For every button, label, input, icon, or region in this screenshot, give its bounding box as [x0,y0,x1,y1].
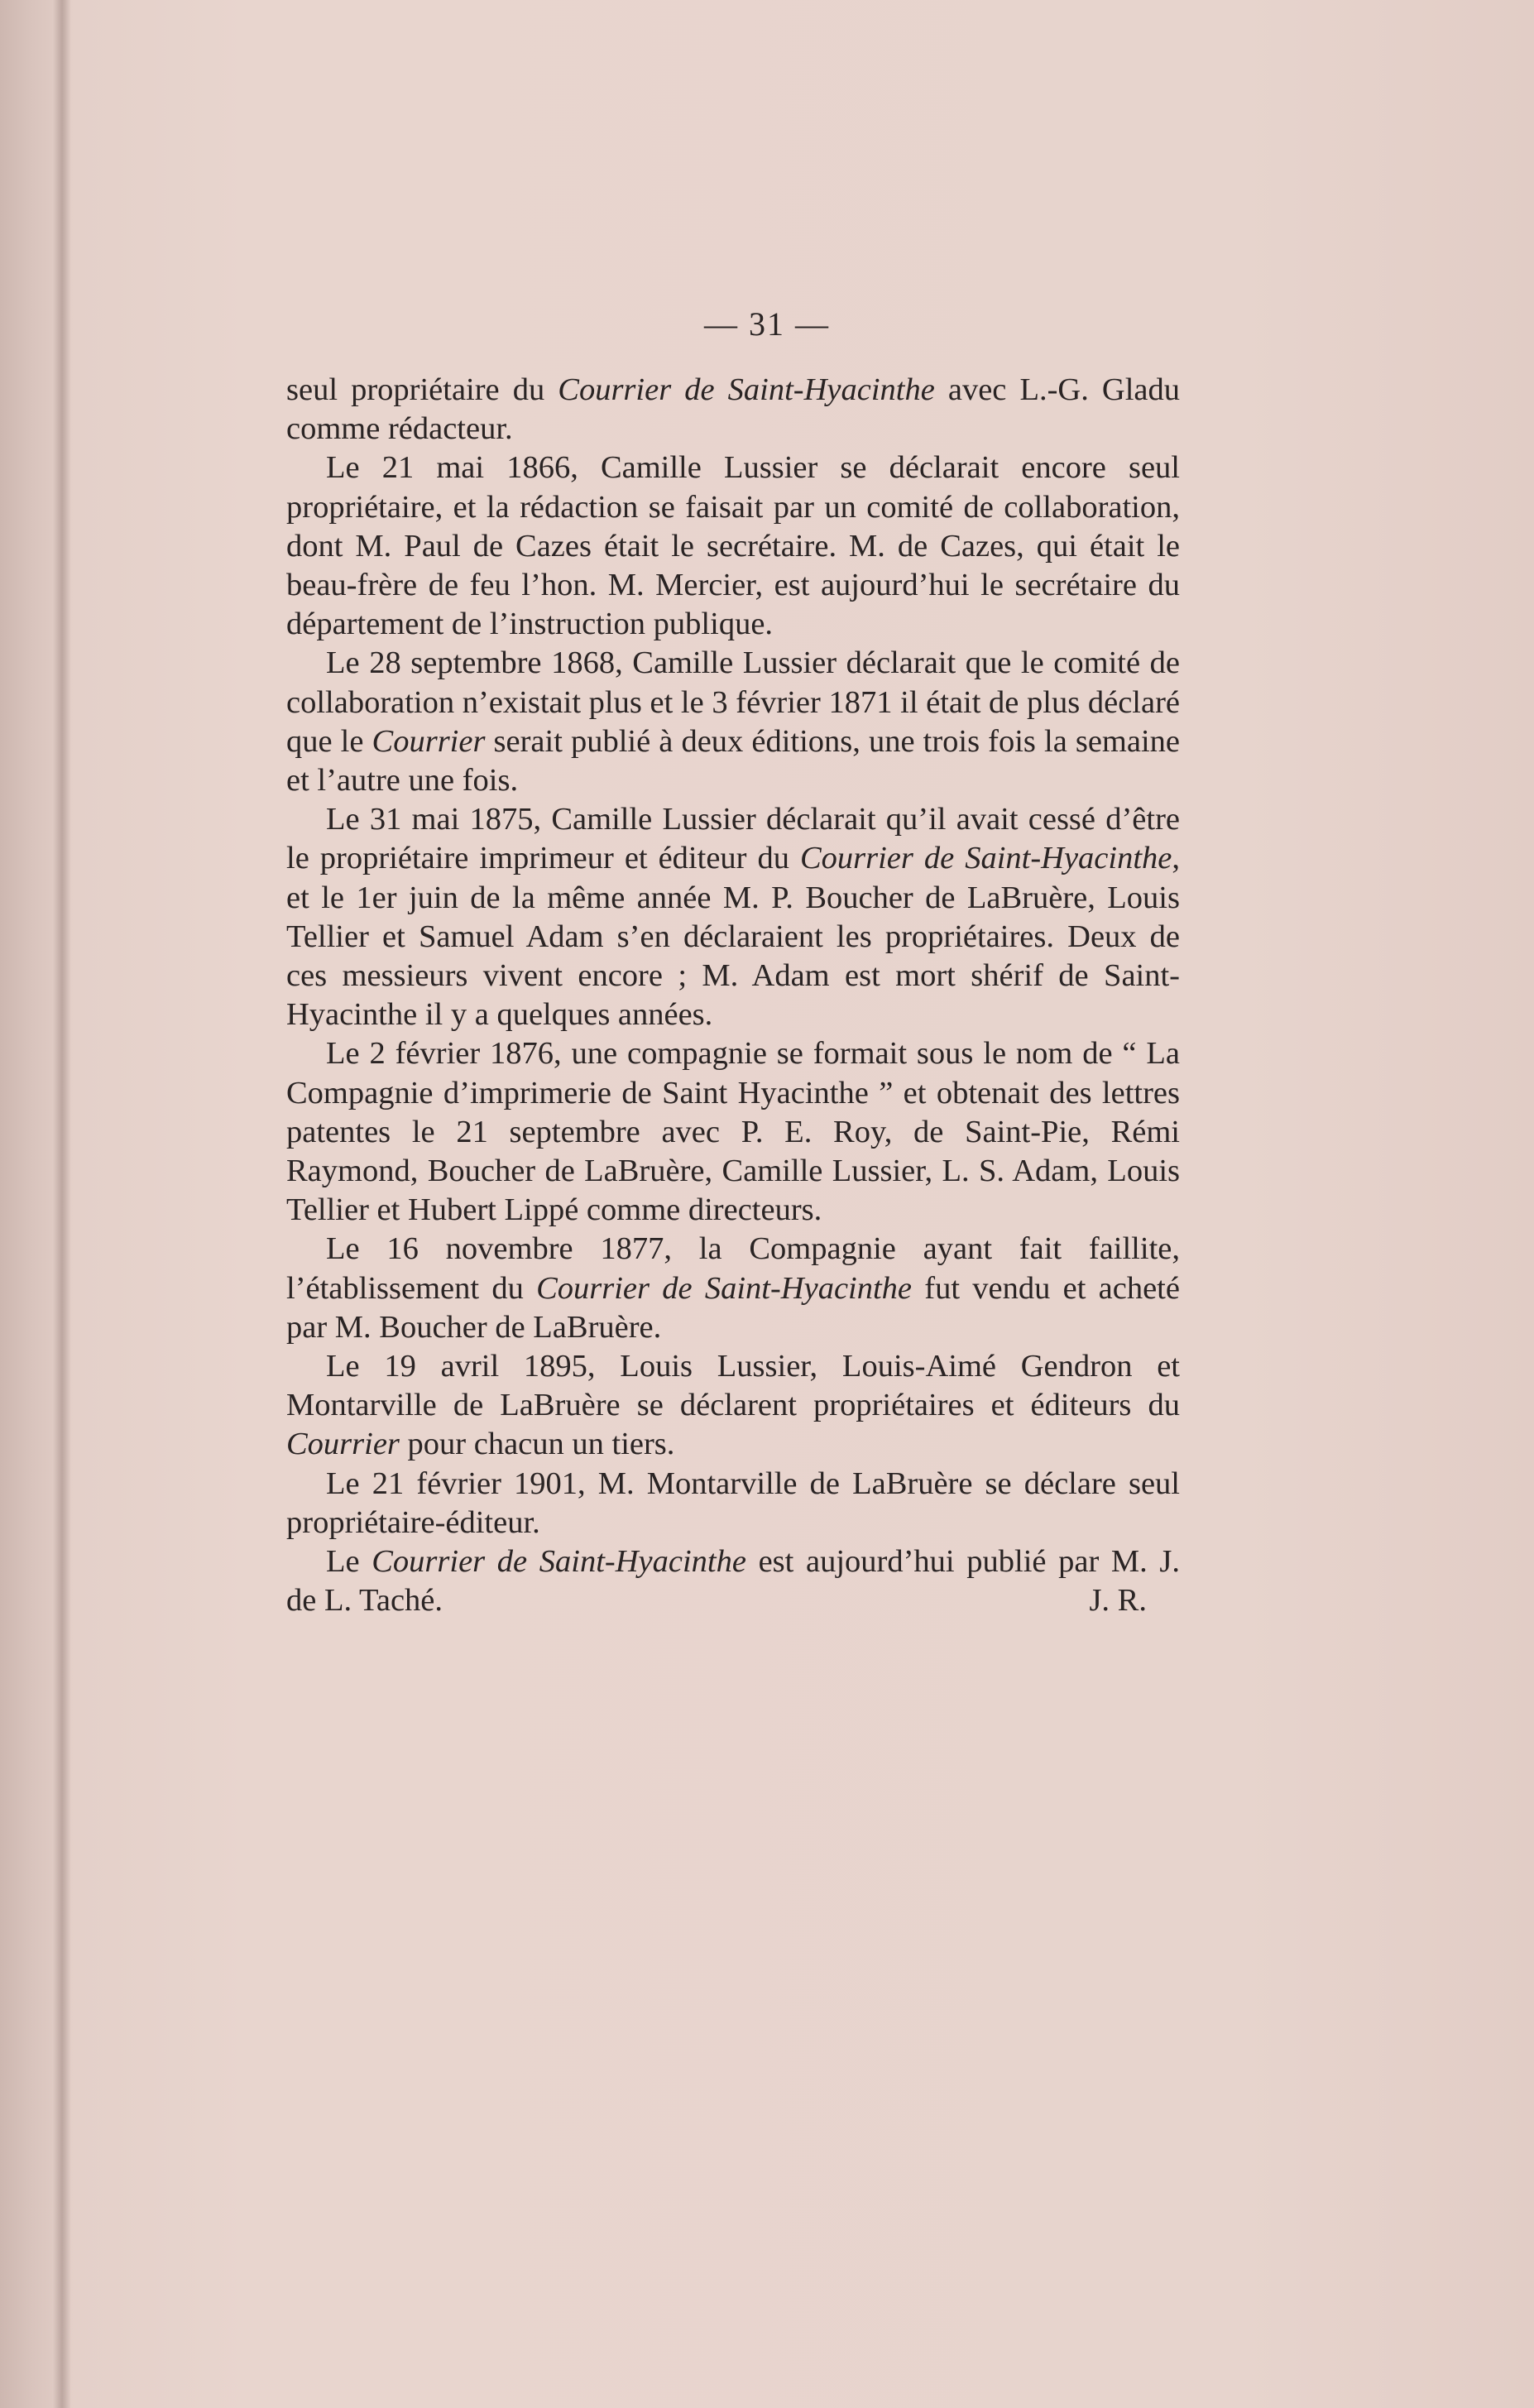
author-signature: J. R. [1089,1583,1147,1619]
text-run: Le 16 novembre 1877, la Compagnie ayant fait faillite, l’établissement du [286,1231,1180,1306]
book-gutter-shadow [53,0,71,2408]
text-run: Le 28 septembre 1868, Camille Lussier déclarait que le comité de collaboration n’existait plus et le 3 février 1871 il était de plus déclaré que le [286,645,1180,759]
text-run: est aujourd’hui publié par M. J. de L. Taché. [286,1544,1181,1619]
text-run: , et le 1er juin de la même année M. P. Boucher de LaBruère, Louis Tellier et Samuel Adam s’en déclaraient les propriétaires. Deux de ces messieurs vivent encore ; M. Adam est mort shérif de Saint-Hyacinthe il y a quelques années. [286,841,1180,1033]
text-run: Le 19 avril 1895, Louis Lussier, Louis-Aimé Gendron et Montarville de LaBruère se déclarent propriétaires et éditeurs du [286,1349,1180,1423]
italic-title: Courrier de Saint-Hyacinthe [799,841,1172,876]
italic-title: Courrier de Saint-Hyacinthe [558,372,935,407]
paragraph-6 [286,1230,1180,1347]
paragraph-9 [286,1542,1180,1620]
italic-title: Courrier de Saint-Hyacinthe [536,1270,913,1306]
italic-title: Courrier [372,723,486,759]
paragraph-4 [286,800,1180,1034]
text-run: avec L.-G. Gladu comme rédacteur. [286,372,1180,447]
text-run: Le 31 mai 1875, Camille Lussier déclarait qu’il avait cessé d’être le propriétaire imprimeur et éditeur du [286,802,1180,876]
paragraph-2 [286,449,1180,644]
article-text [286,371,1180,1621]
text-run: serait publié à deux éditions, une trois fois la semaine et l’autre une fois. [286,723,1180,799]
paragraph-1 [286,371,1180,449]
text-run: Le [326,1544,372,1580]
paragraph-7 [286,1347,1180,1465]
page-number: — 31 — [704,305,830,343]
paragraph-8 [286,1465,1180,1542]
italic-title: Courrier de Saint-Hyacinthe [372,1544,746,1580]
paragraph-3 [286,644,1180,800]
text-run: Le 21 mai 1866, Camille Lussier se déclarait encore seul propriétaire, et la rédaction se faisait par un comité de collaboration, dont M. Paul de Cazes était le secrétaire. M. de Cazes, qui était le beau-frère de feu l’hon. M. Mercier, est aujourd’hui le secrétaire du département de l’instruction publique. [286,450,1180,642]
text-run: Le 2 février 1876, une compagnie se formait sous le nom de “ La Compagnie d’imprimerie de Saint Hyacinthe ” et obtenait des lettres patentes le 21 septembre avec P. E. Roy, de Saint-Pie, Rémi Raymond, Boucher de LaBruère, Camille Lussier, L. S. Adam, Louis Tellier et Hubert Lippé comme directeurs. [286,1036,1180,1228]
text-run: fut vendu et acheté par M. Boucher de LaBruère. [286,1270,1180,1345]
italic-title: Courrier [286,1427,400,1462]
text-run: seul propriétaire du [286,372,558,407]
text-run: Le 21 février 1901, M. Montarville de LaBruère se déclare seul propriétaire-éditeur. [286,1465,1180,1540]
text-run: pour chacun un tiers. [399,1427,675,1462]
paragraph-5 [286,1034,1180,1230]
